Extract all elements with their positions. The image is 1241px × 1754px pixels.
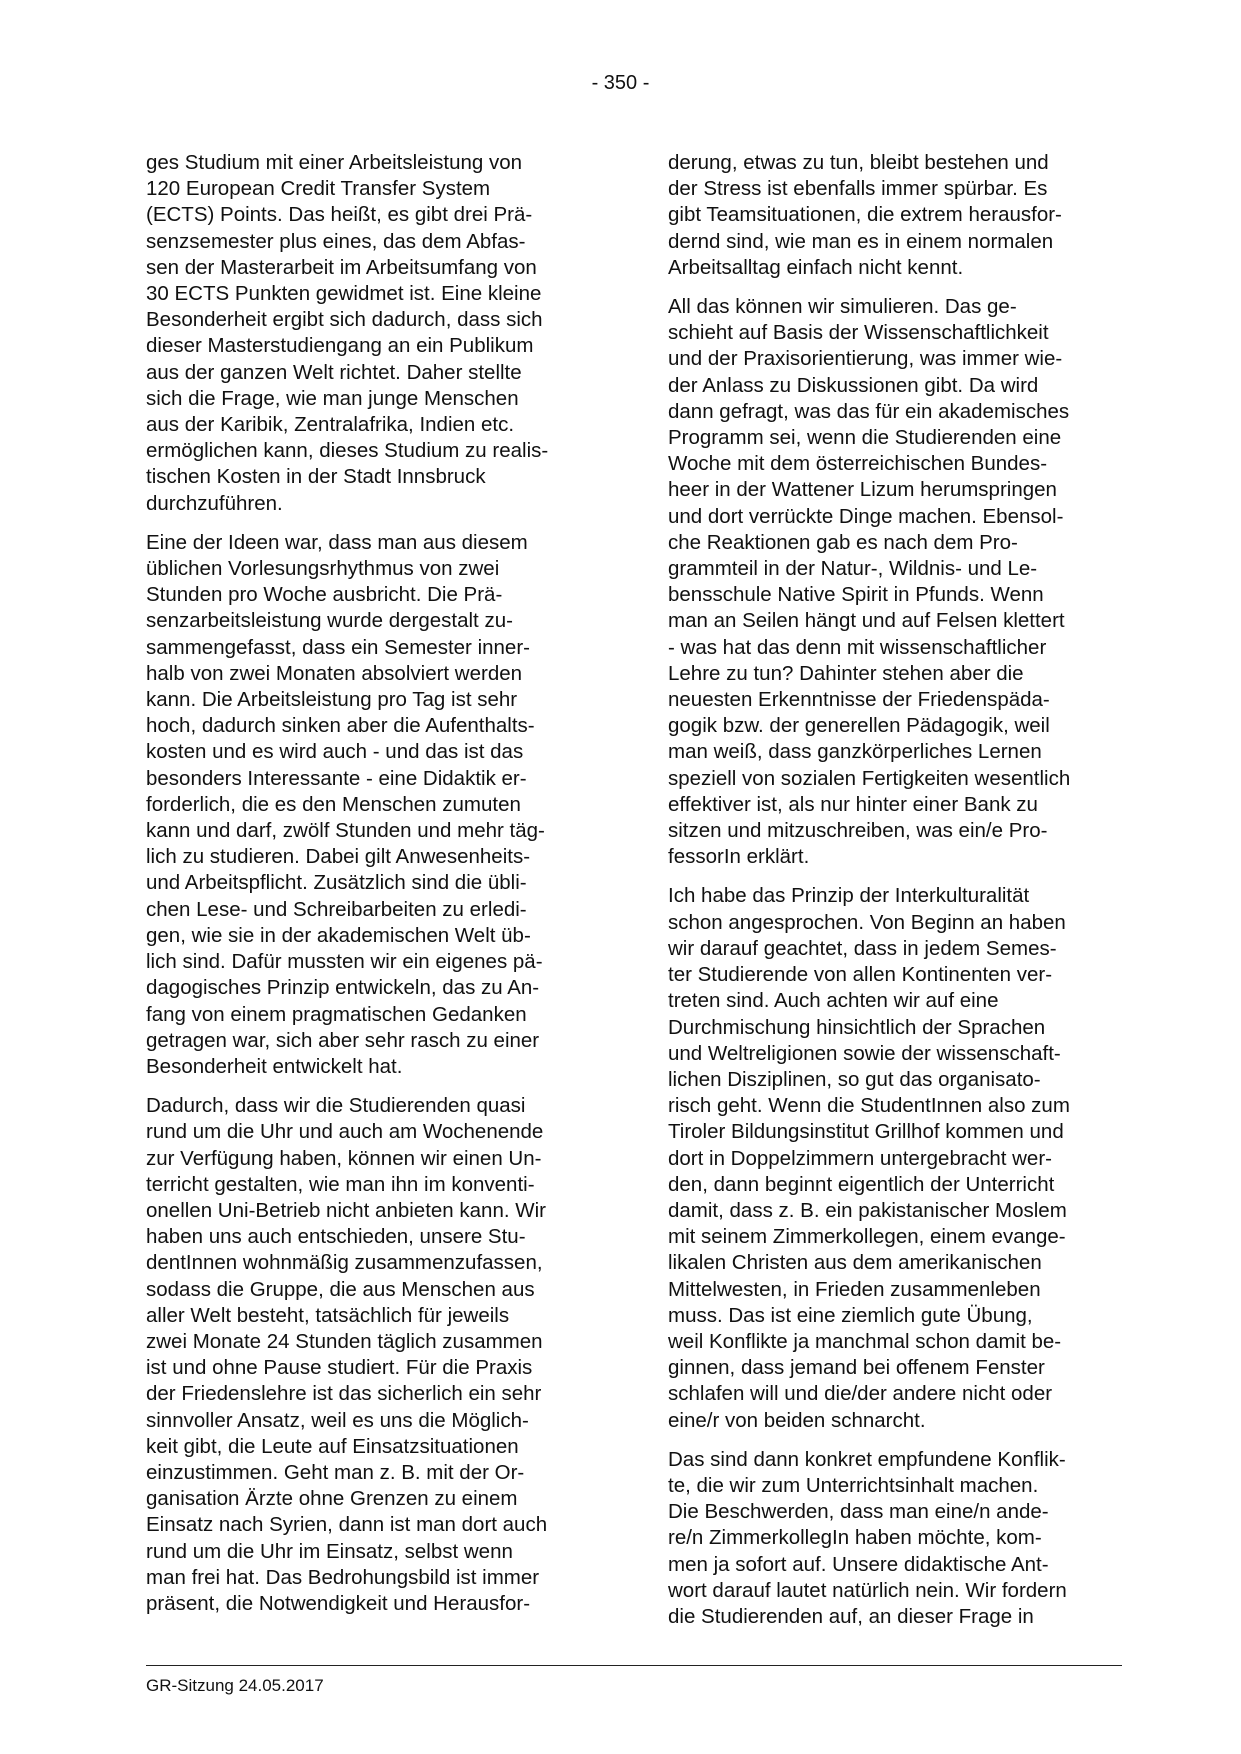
page-number: - 350 - (591, 72, 650, 94)
paragraph: All das können wir simulieren. Das ge- schieht auf Basis der Wissenschaftlichkeit und der Praxisorientierung, was immer wie- der Anlass zu Diskussionen gibt. Da wird dann gefragt, was das für ein akademisches Programm sei, wenn die Studierenden eine Woche mit dem österreichischen Bundes- heer in der Wattener Lizum herumspringen und dort verrückte Dinge machen. Ebensol- che Reaktionen gab es nach dem Pro- grammteil in der Natur-, Wildnis- und Le- bensschule Native Spirit in Pfunds. Wenn man an Seilen hängt und auf Felsen klettert - was hat das denn mit wissenschaftlicher Lehre zu tun? Dahinter stehen aber die neuesten Erkenntnisse der Friedenspäda- gogik bzw. der generellen Pädagogik, weil man weiß, dass ganzkörperliches Lernen speziell von sozialen Fertigkeiten wesentlich effektiver ist, als nur hinter einer Bank zu sitzen und mitzuschreiben, was ein/e Pro- fessorIn erklärt. (668, 295, 1071, 869)
paragraph: derung, etwas zu tun, bleibt bestehen und der Stress ist ebenfalls immer spürbar. Es gibt Teamsituationen, die extrem herausfor- dernd sind, wie man es in einem normalen Arbeitsalltag einfach nicht kennt. (668, 151, 1062, 279)
paragraph: Eine der Ideen war, dass man aus diesem üblichen Vorlesungsrhythmus von zwei Stunden pro Woche ausbricht. Die Prä- senzarbeitsleistung wurde dergestalt zu- sammengefasst, dass ein Semester inner- halb von zwei Monaten absolviert werden kann. Die Arbeitsleistung pro Tag ist sehr hoch, dadurch sinken aber die Aufenthalts- kosten und es wird auch - und das ist das besonders Interessante - eine Didaktik er- forderlich, die es den Menschen zumuten kann und darf, zwölf Stunden und mehr täg- lich zu studieren. Dabei gilt Anwesenheits- und Arbeitspflicht. Zusätzlich sind die übli- chen Lese- und Schreibarbeiten zu erledi- gen, wie sie in der akademischen Welt üb- lich sind. Dafür mussten wir ein eigenes pä- dagogisches Prinzip entwickeln, das zu An- fang von einem pragmatischen Gedanken getragen war, sich aber sehr rasch zu einer Besonderheit entwickelt hat. (146, 530, 545, 1078)
right-column (668, 150, 1124, 1643)
left-column (146, 150, 602, 1630)
paragraph: Dadurch, dass wir die Studierenden quasi rund um die Uhr und auch am Wochenende zur Verfügung haben, können wir einen Un- terricht gestalten, wie man ihn im konventi- onellen Uni-Betrieb nicht anbieten kann. Wir haben uns auch entschieden, unsere Stu- dentInnen wohnmäßig zusammenzufassen, sodass die Gruppe, die aus Menschen aus aller Welt besteht, tatsächlich für jeweils zwei Monate 24 Stunden täglich zusammen ist und ohne Pause studiert. Für die Praxis der Friedenslehre ist das sicherlich ein sehr sinnvoller Ansatz, weil es uns die Möglich- keit gibt, die Leute auf Einsatzsituationen einzustimmen. Geht man z. B. mit der Or- ganisation Ärzte ohne Grenzen zu einem Einsatz nach Syrien, dann ist man dort auch rund um die Uhr im Einsatz, selbst wenn man frei hat. Das Bedrohungsbild ist immer präsent, die Notwendigkeit und Herausfor- (146, 1094, 548, 1615)
footer-session-date: GR-Sitzung 24.05.2017 (146, 1676, 324, 1695)
footer-divider (146, 1665, 1122, 1666)
paragraph: ges Studium mit einer Arbeitsleistung von 120 European Credit Transfer System (ECTS) Points. Das heißt, es gibt drei Prä- senzsemester plus eines, das dem Abfas- sen der Masterarbeit im Arbeitsumfang von 30 ECTS Punkten gewidmet ist. Eine kleine Besonderheit ergibt sich dadurch, dass sich dieser Masterstudiengang an ein Publikum aus der ganzen Welt richtet. Daher stellte sich die Frage, wie man junge Menschen aus der Karibik, Zentralafrika, Indien etc. ermöglichen kann, dieses Studium zu realis- tischen Kosten in der Stadt Innsbruck durchzuführen. (146, 151, 549, 515)
paragraph: Ich habe das Prinzip der Interkulturalität schon angesprochen. Von Beginn an haben wir darauf geachtet, dass in jedem Semes- ter Studierende von allen Kontinenten ver- treten sind. Auch achten wir auf eine Durchmischung hinsichtlich der Sprachen und Weltreligionen sowie der wissenschaft- lichen Disziplinen, so gut das organisato- risch geht. Wenn die StudentInnen also zum Tiroler Bildungsinstitut Grillhof kommen und dort in Doppelzimmern untergebracht wer- den, dann beginnt eigentlich der Unterricht damit, dass z. B. ein pakistanischer Moslem mit seinem Zimmerkollegen, einem evange- likalen Christen aus dem amerikanischen Mittelwesten, in Frieden zusammenleben muss. Das ist eine ziemlich gute Übung, weil Konflikte ja manchmal schon damit be- ginnen, dass jemand bei offenem Fenster schlafen will und die/der andere nicht oder eine/r von beiden schnarcht. (668, 884, 1070, 1432)
paragraph: Das sind dann konkret empfundene Konflik- te, die wir zum Unterrichtsinhalt machen. Die Beschwerden, dass man eine/n ande- re/n ZimmerkollegIn haben möchte, kom- men ja sofort auf. Unsere didaktische Ant- wort darauf lautet natürlich nein. Wir fordern die Studierenden auf, an dieser Frage in (668, 1447, 1067, 1628)
